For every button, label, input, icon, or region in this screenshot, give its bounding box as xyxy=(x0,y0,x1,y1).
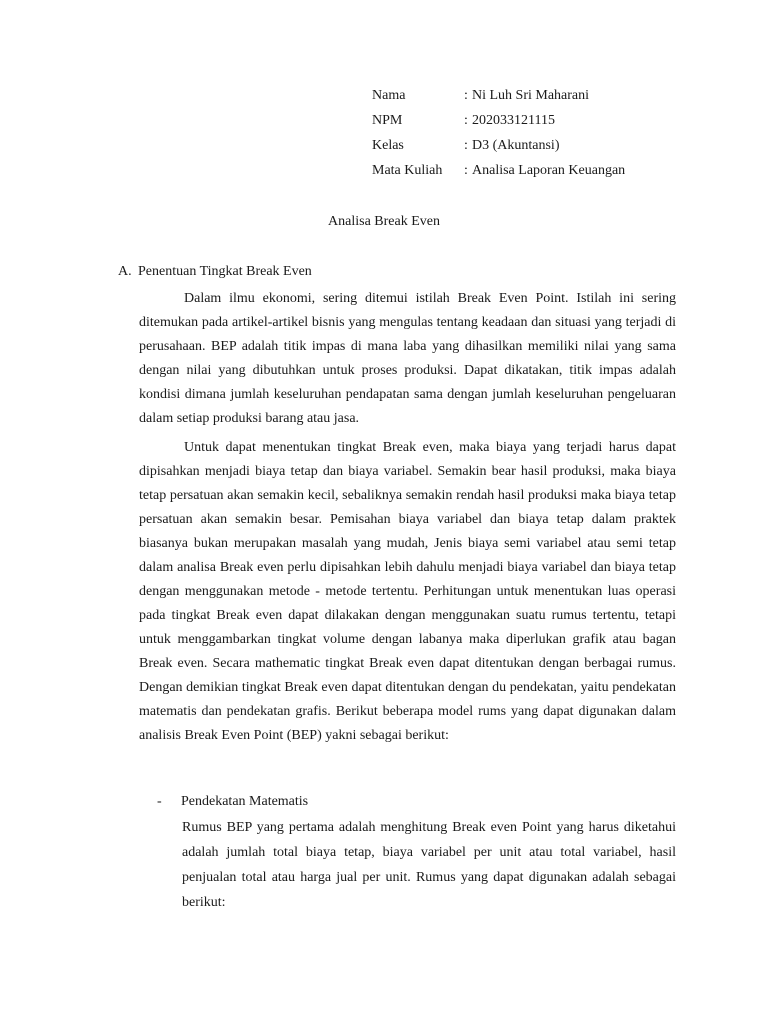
info-value: Analisa Laporan Keuangan xyxy=(472,163,626,178)
info-label: Kelas xyxy=(372,138,404,153)
paragraph-text: Dalam ilmu ekonomi, sering ditemui istilah Break Even Point. Istilah ini sering ditemukan pada artikel-artikel bisnis yang mengulas tentang keadaan dan situasi yang terjadi di perusahaan. BEP adalah titik impas di mana laba yang dihasilkan memiliki nilai yang sama dengan nilai yang dibutuhkan untuk proses produksi. Dapat dikatakan, titik impas adalah kondisi dimana jumlah keseluruhan pendapatan sama dengan jumlah keseluruhan pengeluaran dalam setiap produksi barang atau jasa. xyxy=(139,291,676,426)
section-letter: A. xyxy=(118,264,132,279)
paragraph-text: Rumus BEP yang pertama adalah menghitung Break even Point yang harus diketahui adalah jumlah total biaya tetap, biaya variabel per unit atau total variabel, hasil penjualan total atau harga jual per unit. Rumus yang dapat digunakan adalah sebagai berikut: xyxy=(182,820,676,910)
paragraph-2 xyxy=(139,436,676,748)
document-title: Analisa Break Even xyxy=(328,214,440,229)
paragraph-1 xyxy=(139,287,676,431)
info-separator: : xyxy=(464,113,468,128)
info-label: Mata Kuliah xyxy=(372,163,443,178)
info-label: NPM xyxy=(372,113,403,128)
info-separator: : xyxy=(464,88,468,103)
section-heading-text: Penentuan Tingkat Break Even xyxy=(138,264,312,279)
info-row-nama xyxy=(372,86,589,106)
info-value: 202033121115 xyxy=(472,113,555,128)
info-row-mata-kuliah xyxy=(372,161,625,181)
info-label: Nama xyxy=(372,88,406,103)
info-value: D3 (Akuntansi) xyxy=(472,138,560,153)
paragraph-text: Untuk dapat menentukan tingkat Break even, maka biaya yang terjadi harus dapat dipisahkan menjadi biaya tetap dan biaya variabel. Semakin bear hasil produksi, maka biaya tetap persatuan akan semakin kecil, sebaliknya semakin rendah hasil produksi maka biaya tetap persatuan akan semakin besar. Pemisahan biaya variabel dan biaya tetap dalam praktek biasanya bukan merupakan masalah yang mudah, Jenis biaya semi variabel atau semi tetap dalam analisa Break even perlu dipisahkan lebih dahulu menjadi biaya variabel dan biaya tetap dengan menggunakan metode - metode tertentu. Perhitungan untuk menentukan luas operasi pada tingkat Break even dapat dilakakan dengan menggunakan suatu rumus tertentu, tetapi untuk menggambarkan tingkat volume dengan labanya maka diperlukan grafik atau bagan Break even. Secara mathematic tingkat Break even dapat ditentukan dengan berbagai rumus. Dengan demikian tingkat Break even dapat ditentukan dengan du pendekatan, yaitu pendekatan matematis dan pendekatan grafis. Berikut beberapa model rums yang dapat digunakan dalam analisis Break Even Point (BEP) yakni sebagai berikut: xyxy=(139,440,676,743)
bullet-item xyxy=(157,792,308,812)
section-a-heading xyxy=(118,262,312,282)
bullet-paragraph xyxy=(182,815,676,915)
info-value: Ni Luh Sri Maharani xyxy=(472,88,590,103)
info-separator: : xyxy=(464,138,468,153)
info-row-npm xyxy=(372,111,555,131)
info-row-kelas xyxy=(372,136,560,156)
info-separator: : xyxy=(464,163,468,178)
bullet-heading: Pendekatan Matematis xyxy=(181,794,309,809)
bullet-dash: - xyxy=(157,794,162,809)
